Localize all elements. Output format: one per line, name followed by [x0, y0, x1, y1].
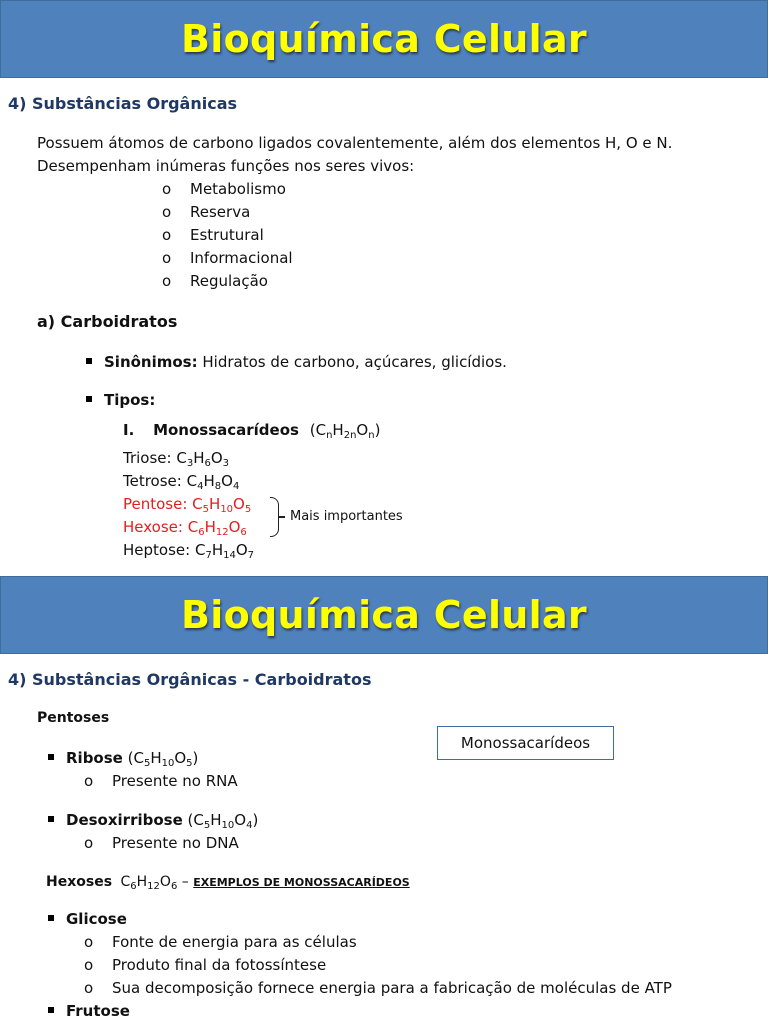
functions-list — [162, 178, 293, 293]
monosaccharides-box: Monossacarídeos — [437, 726, 614, 760]
highlight-note: Mais importantes — [290, 509, 403, 524]
circle-bullet-icon: o — [162, 272, 172, 290]
pentoses-label: Pentoses — [37, 710, 110, 726]
circle-bullet-icon: o — [84, 956, 94, 974]
formula-item: Pentose: $C_5H_{10}O_5$ — [123, 495, 252, 515]
square-bullet-icon — [48, 816, 54, 822]
list-item: o Fonte de energia para as células — [84, 931, 672, 954]
intro-line-2: Desempenham inúmeras funções nos seres vivos: — [37, 157, 415, 175]
synonyms-line: Sinônimos: Hidratos de carbono, açúcares, glicídios. — [86, 351, 507, 374]
general-formula: $(C_nH_{2n}O_n)$ — [309, 421, 381, 441]
list-item: o Reserva — [162, 201, 293, 224]
formula-item: Tetrose: $C_4H_8O_4$ — [123, 472, 240, 492]
square-bullet-icon — [86, 358, 92, 364]
glucose-notes — [84, 931, 672, 1000]
square-bullet-icon — [86, 396, 92, 402]
intro-line-1: Possuem átomos de carbono ligados covalentemente, além dos elementos H, O e N. — [37, 134, 673, 152]
list-item: o Metabolismo — [162, 178, 293, 201]
slide-title: Bioquímica Celular — [181, 593, 587, 637]
circle-bullet-icon: o — [162, 226, 172, 244]
deoxyribose-item: Desoxirribose $(C_5H_{10}O_4)$ — [48, 809, 258, 832]
glucose-item: Glicose — [48, 908, 127, 931]
list-item: o Regulação — [162, 270, 293, 293]
ribose-item: Ribose $(C_5H_{10}O_5)$ — [48, 747, 198, 770]
ribose-note: o Presente no RNA — [84, 770, 238, 793]
list-item: o Sua decomposição fornece energia para a fabricação de moléculas de ATP — [84, 977, 672, 1000]
hexoses-line: Hexoses $C_6H_{12}O_6$ – EXEMPLOS DE MONOSSACARÍDEOS — [46, 874, 410, 892]
subsection-heading: a) Carboidratos — [37, 312, 178, 331]
title-banner — [0, 576, 768, 654]
brace-tip — [279, 516, 285, 518]
section-heading: 4) Substâncias Orgânicas - Carboidratos — [8, 670, 372, 689]
slide-2 — [0, 576, 768, 1024]
fructose-item: Frutose — [48, 1000, 130, 1023]
circle-bullet-icon: o — [84, 933, 94, 951]
curly-brace-icon — [270, 497, 279, 537]
monosaccharide-heading: I. Monossacarídeos $(C_nH_{2n}O_n)$ — [123, 421, 381, 441]
square-bullet-icon — [48, 915, 54, 921]
formula-item: Triose: $C_3H_6O_3$ — [123, 449, 230, 469]
formula-list — [123, 447, 254, 562]
section-heading: 4) Substâncias Orgânicas — [8, 94, 238, 113]
list-item: o Produto final da fotossíntese — [84, 954, 672, 977]
circle-bullet-icon: o — [162, 180, 172, 198]
title-banner — [0, 0, 768, 78]
circle-bullet-icon: o — [84, 772, 94, 790]
circle-bullet-icon: o — [162, 249, 172, 267]
deoxyribose-note: o Presente no DNA — [84, 832, 239, 855]
circle-bullet-icon: o — [162, 203, 172, 221]
slide-title: Bioquímica Celular — [181, 17, 587, 61]
formula-item: Hexose: $C_6H_{12}O_6$ — [123, 518, 247, 538]
square-bullet-icon — [48, 754, 54, 760]
circle-bullet-icon: o — [84, 979, 94, 997]
list-item: o Estrutural — [162, 224, 293, 247]
examples-link-text: EXEMPLOS DE MONOSSACARÍDEOS — [193, 876, 410, 889]
square-bullet-icon — [48, 1007, 54, 1013]
formula-item: Heptose: $C_7H_{14}O_7$ — [123, 541, 255, 561]
types-line: Tipos: — [86, 389, 155, 412]
list-item: o Informacional — [162, 247, 293, 270]
circle-bullet-icon: o — [84, 834, 94, 852]
